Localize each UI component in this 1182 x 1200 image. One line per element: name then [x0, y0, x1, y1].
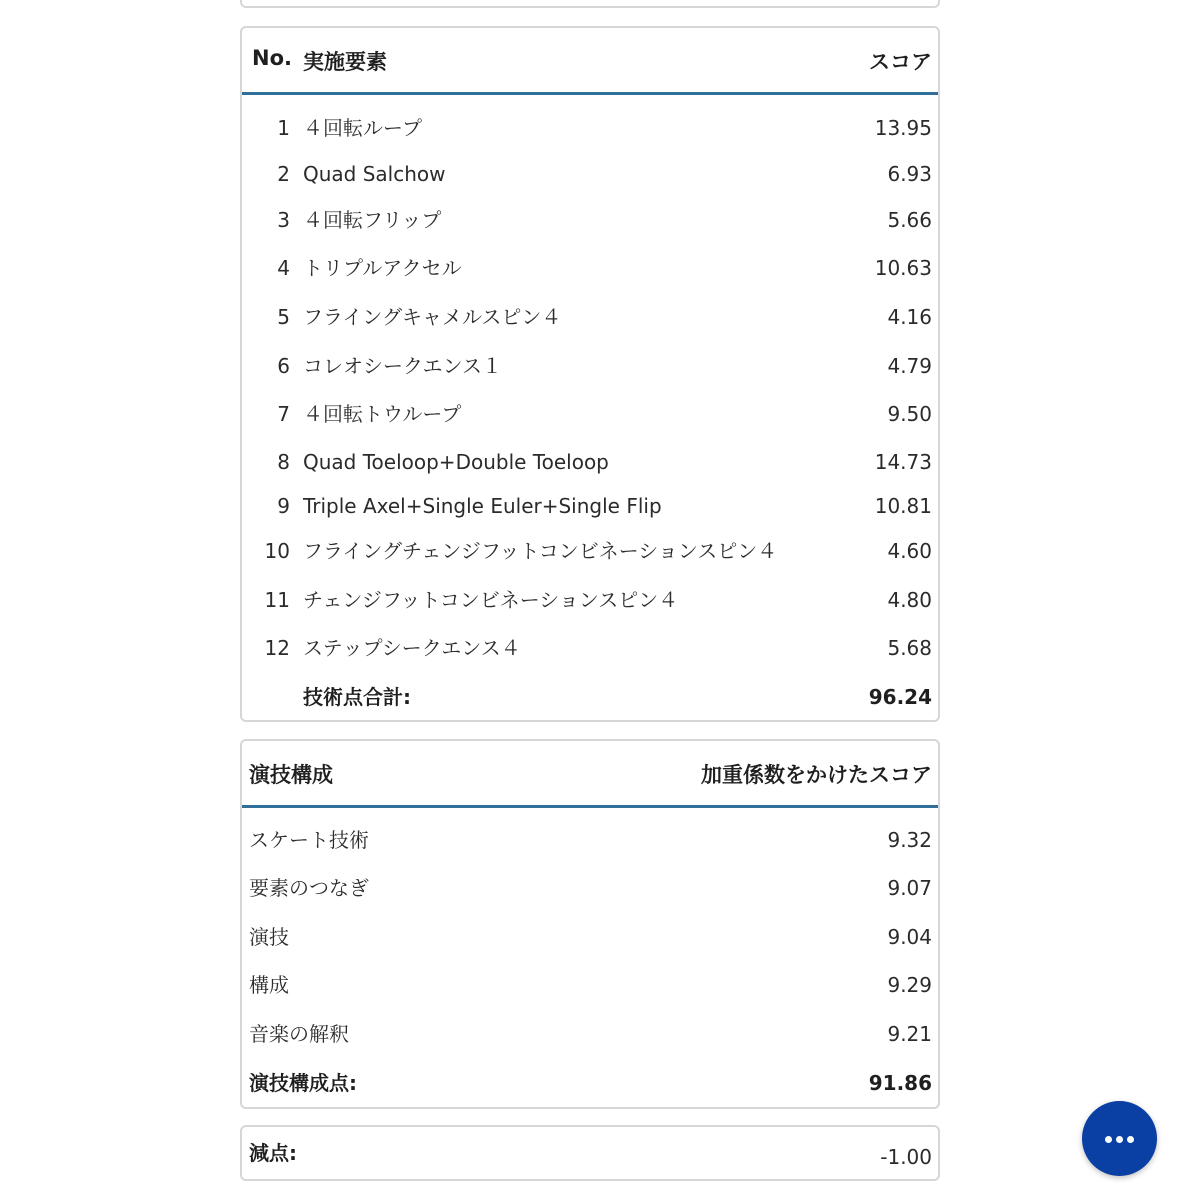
row-number: 6	[277, 354, 290, 378]
technical-total-value: 96.24	[868, 685, 932, 709]
element-name: ４回転トウループ	[303, 402, 462, 426]
header-element: 実施要素	[303, 50, 387, 74]
element-name: ステップシークエンス４	[303, 636, 521, 660]
previous-card	[240, 0, 940, 8]
element-score: 4.16	[887, 305, 932, 329]
component-score: 9.21	[887, 1022, 932, 1046]
element-name: ４回転ループ	[303, 116, 422, 140]
header-weighted-score: 加重係数をかけたスコア	[701, 763, 932, 787]
element-score: 5.66	[887, 208, 932, 232]
element-score: 4.60	[887, 539, 932, 563]
table-row	[242, 920, 938, 954]
element-score: 10.81	[874, 494, 932, 518]
element-name: Quad Salchow	[303, 162, 446, 186]
table-row	[242, 157, 938, 191]
row-number: 11	[264, 588, 290, 612]
table-row	[242, 251, 938, 285]
element-name: フライングチェンジフットコンビネーションスピン４	[303, 539, 778, 563]
table-row	[242, 111, 938, 145]
header-component: 演技構成	[249, 763, 333, 787]
table-row	[242, 583, 938, 617]
components-total-label: 演技構成点:	[249, 1071, 357, 1095]
component-name: 構成	[249, 973, 289, 997]
component-score: 9.32	[887, 828, 932, 852]
technical-total-label: 技術点合計:	[303, 685, 411, 709]
element-name: フライングキャメルスピン４	[303, 305, 562, 329]
element-score: 14.73	[874, 450, 932, 474]
element-name: ４回転フリップ	[303, 208, 442, 232]
element-score: 5.68	[887, 636, 932, 660]
table-row	[242, 631, 938, 665]
element-score: 4.79	[887, 354, 932, 378]
row-number: 4	[277, 256, 290, 280]
component-name: 要素のつなぎ	[249, 876, 369, 900]
program-components-table	[240, 739, 940, 1109]
component-score: 9.29	[887, 973, 932, 997]
deductions-label: 減点:	[249, 1141, 297, 1165]
table-row	[242, 203, 938, 237]
component-name: スケート技術	[249, 828, 369, 852]
element-score: 9.50	[887, 402, 932, 426]
row-number: 9	[277, 494, 290, 518]
element-name: チェンジフットコンビネーションスピン４	[303, 588, 679, 612]
element-score: 6.93	[887, 162, 932, 186]
table-row	[242, 823, 938, 857]
row-number: 12	[264, 636, 290, 660]
table-row	[242, 534, 938, 568]
table-row	[242, 871, 938, 905]
element-name: コレオシークエンス１	[303, 354, 502, 378]
technical-elements-table	[240, 26, 940, 722]
row-number: 5	[277, 305, 290, 329]
element-score: 13.95	[874, 116, 932, 140]
element-name: トリプルアクセル	[303, 256, 462, 280]
table-row	[242, 445, 938, 479]
row-number: 10	[264, 539, 290, 563]
element-score: 10.63	[874, 256, 932, 280]
component-name: 演技	[249, 925, 289, 949]
total-row	[242, 680, 938, 714]
element-name: Quad Toeloop+Double Toeloop	[303, 450, 609, 474]
header-score: スコア	[869, 50, 932, 74]
table-row	[242, 489, 938, 523]
table-row	[242, 397, 938, 431]
components-total-value: 91.86	[868, 1071, 932, 1095]
row-number: 2	[277, 162, 290, 186]
row-number: 8	[277, 450, 290, 474]
row-number: 3	[277, 208, 290, 232]
table-header	[242, 28, 938, 95]
row-number: 7	[277, 402, 290, 426]
element-score: 4.80	[887, 588, 932, 612]
deductions-row	[242, 1136, 938, 1170]
deductions-card	[240, 1125, 940, 1181]
table-row	[242, 300, 938, 334]
table-row	[242, 1017, 938, 1051]
total-row	[242, 1066, 938, 1100]
component-name: 音楽の解釈	[249, 1022, 349, 1046]
component-score: 9.07	[887, 876, 932, 900]
deductions-value: -1.00	[880, 1145, 932, 1169]
table-row	[242, 968, 938, 1002]
table-header	[242, 741, 938, 808]
header-no: No.	[252, 46, 292, 70]
more-options-button[interactable]	[1082, 1101, 1157, 1176]
element-name: Triple Axel+Single Euler+Single Flip	[303, 494, 662, 518]
row-number: 1	[277, 116, 290, 140]
component-score: 9.04	[887, 925, 932, 949]
table-row	[242, 349, 938, 383]
